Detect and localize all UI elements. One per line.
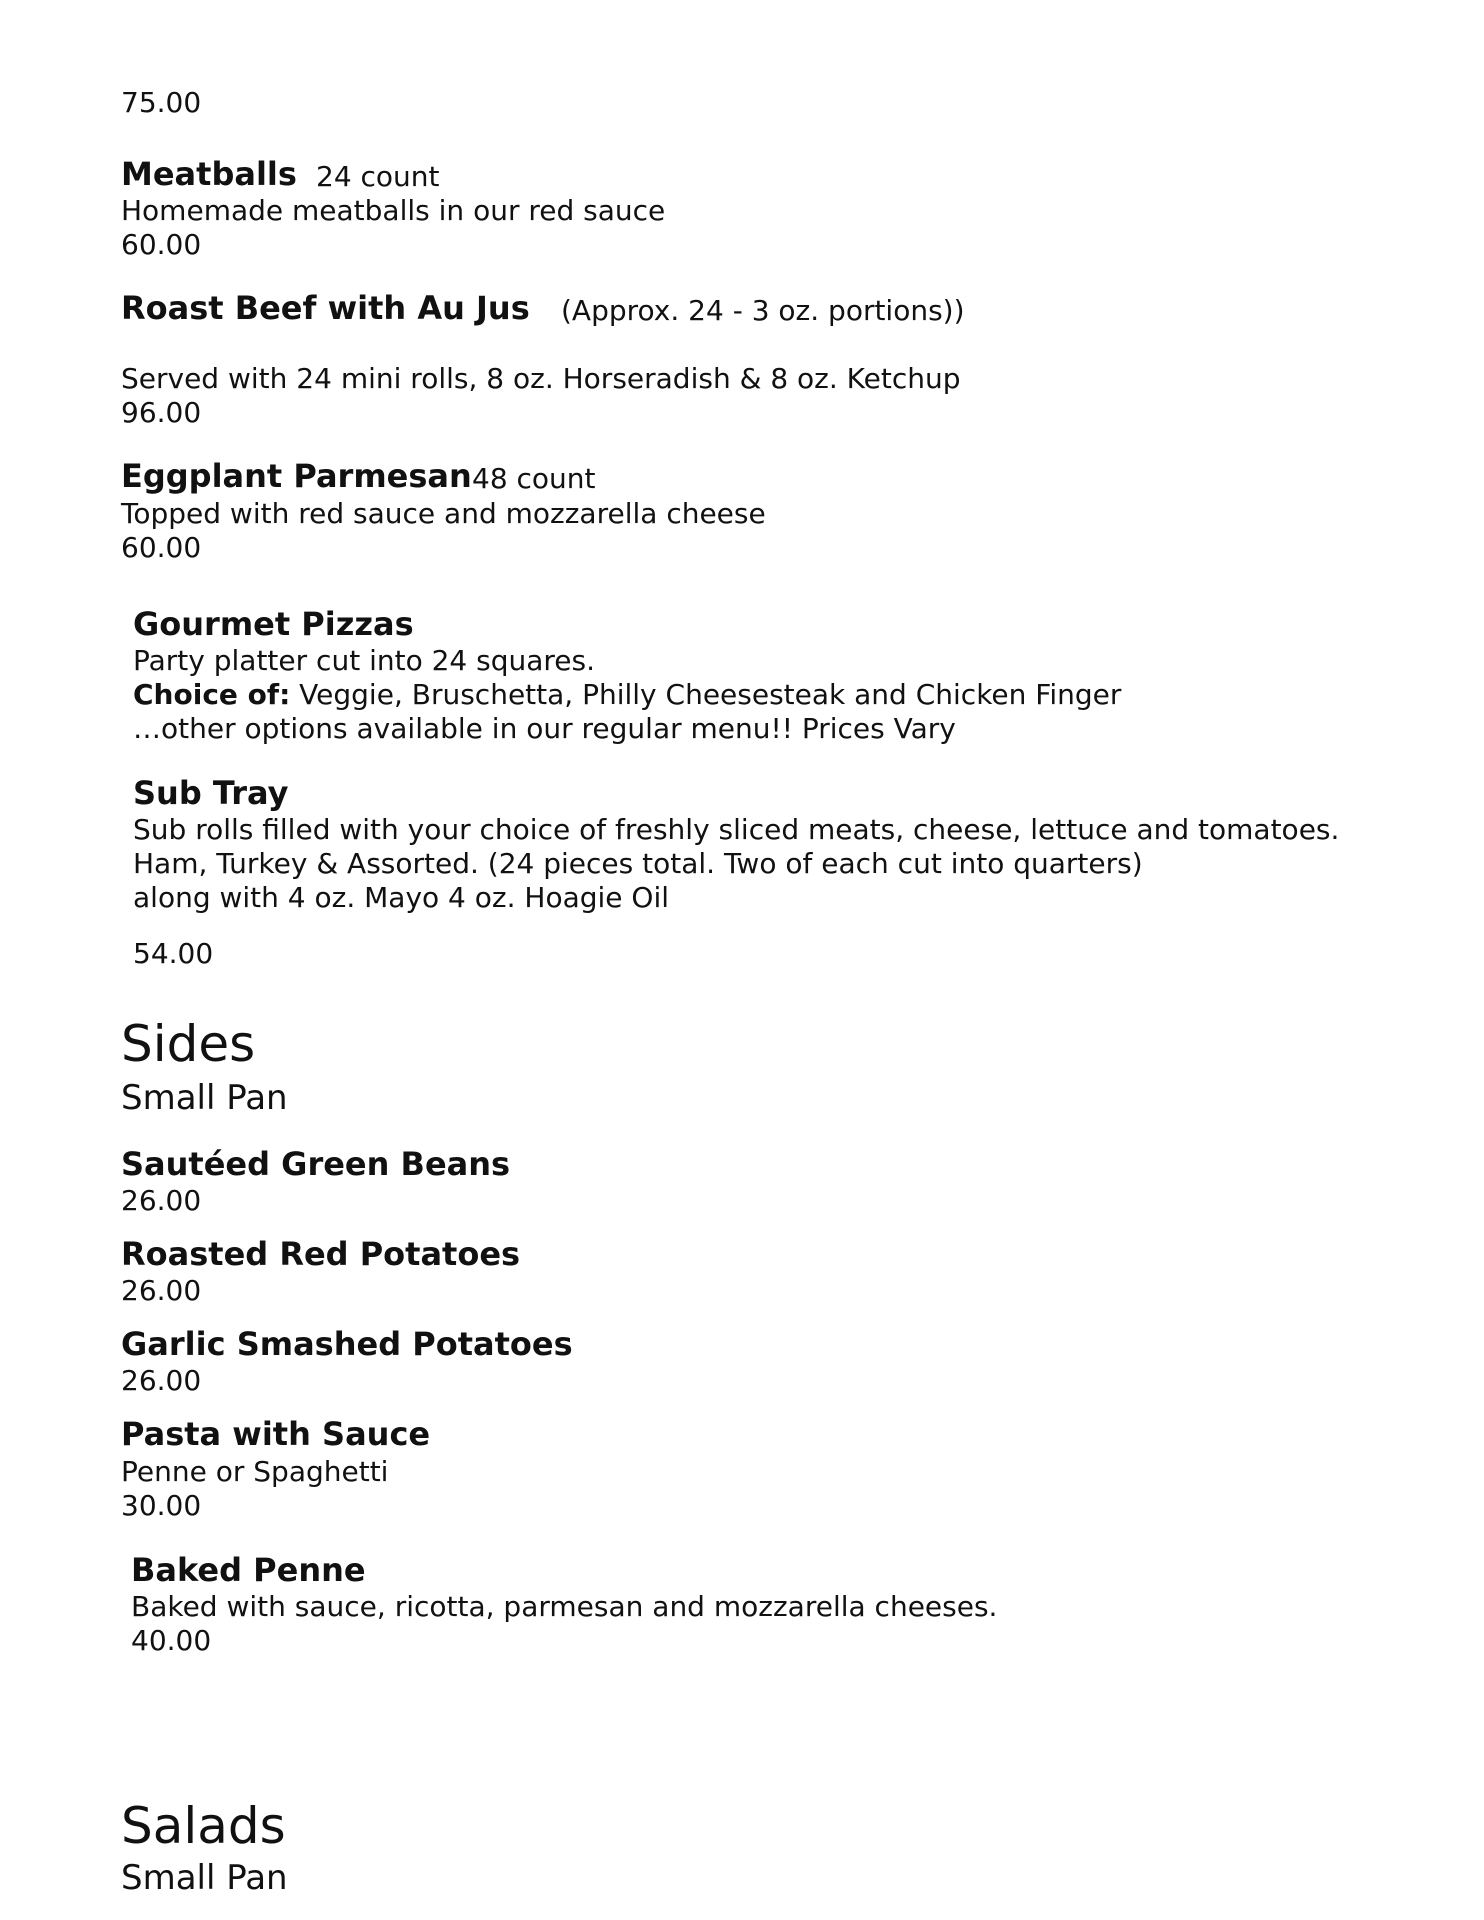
sub-tray-price: 54.00: [133, 937, 214, 970]
pasta-title: Pasta with Sauce: [121, 1415, 431, 1453]
baked-penne-description: Baked with sauce, ricotta, parmesan and mozzarella cheeses.: [131, 1590, 998, 1623]
smashed-potatoes-price: 26.00: [121, 1364, 202, 1397]
roast-beef-portions: (Approx. 24 - 3 oz. portions)): [561, 294, 965, 327]
eggplant-title: Eggplant Parmesan: [121, 457, 472, 495]
salads-heading: Salads: [121, 1797, 286, 1855]
top-price: 75.00: [121, 86, 202, 119]
eggplant-price: 60.00: [121, 531, 202, 564]
baked-penne-price: 40.00: [131, 1624, 212, 1657]
sub-tray-line2: Ham, Turkey & Assorted. (24 pieces total. Two of each cut into quarters): [133, 847, 1143, 880]
meatballs-title: Meatballs: [121, 155, 297, 193]
eggplant-description: Topped with red sauce and mozzarella cheese: [121, 497, 766, 530]
salads-subheading: Small Pan: [121, 1858, 288, 1898]
pasta-description: Penne or Spaghetti: [121, 1455, 389, 1488]
sides-heading: Sides: [121, 1015, 256, 1073]
green-beans-price: 26.00: [121, 1184, 202, 1217]
sub-tray-line3: along with 4 oz. Mayo 4 oz. Hoagie Oil: [133, 881, 670, 914]
meatballs-count: 24 count: [316, 160, 440, 193]
sub-tray-title: Sub Tray: [133, 774, 289, 812]
pizzas-title: Gourmet Pizzas: [133, 605, 414, 643]
sides-subheading: Small Pan: [121, 1078, 288, 1118]
meatballs-description: Homemade meatballs in our red sauce: [121, 194, 666, 227]
pizzas-choice-line: [133, 678, 1121, 712]
pizzas-choice-options: Veggie, Bruschetta, Philly Cheesesteak and Chicken Finger: [290, 678, 1122, 711]
meatballs-price: 60.00: [121, 228, 202, 261]
sub-tray-line1: Sub rolls filled with your choice of freshly sliced meats, cheese, lettuce and tomatoes.: [133, 813, 1340, 846]
eggplant-count: 48 count: [472, 462, 596, 495]
roast-beef-title: Roast Beef with Au Jus: [121, 289, 530, 327]
green-beans-title: Sautéed Green Beans: [121, 1145, 511, 1183]
red-potatoes-price: 26.00: [121, 1274, 202, 1307]
roast-beef-description: Served with 24 mini rolls, 8 oz. Horseradish & 8 oz. Ketchup: [121, 362, 961, 395]
red-potatoes-title: Roasted Red Potatoes: [121, 1235, 521, 1273]
pizzas-line3: …other options available in our regular menu!! Prices Vary: [133, 712, 956, 745]
baked-penne-title: Baked Penne: [131, 1551, 366, 1589]
pizzas-line1: Party platter cut into 24 squares.: [133, 644, 596, 677]
roast-beef-price: 96.00: [121, 396, 202, 429]
smashed-potatoes-title: Garlic Smashed Potatoes: [121, 1325, 573, 1363]
pizzas-choice-label: Choice of:: [133, 678, 291, 711]
pasta-price: 30.00: [121, 1489, 202, 1522]
